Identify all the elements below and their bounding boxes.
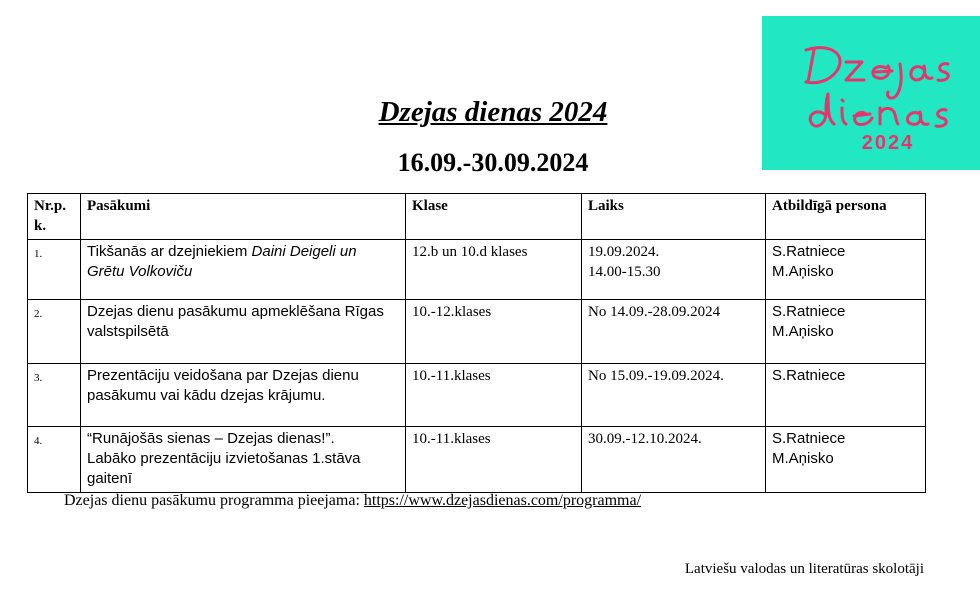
- person-name: M.Aņisko: [772, 323, 834, 340]
- class-cell: 12.b un 10.d klases: [406, 240, 582, 300]
- event-cell: [81, 364, 406, 427]
- table-row: [28, 364, 926, 427]
- event-cell: [81, 300, 406, 364]
- date-range: 16.09.-30.09.2024: [397, 148, 589, 177]
- page-title: Dzejas dienas 2024: [378, 96, 608, 128]
- person-cell: [766, 240, 926, 300]
- logo-year: 2024: [861, 132, 915, 154]
- event-text: Dzejas dienu pasākumu apmeklēšana Rīgas: [87, 303, 384, 320]
- time-cell: No 14.09.-28.09.2024: [582, 300, 766, 364]
- header-number: Nr.p. k.: [28, 194, 81, 240]
- program-link[interactable]: https://www.dzejasdienas.com/programma/: [363, 492, 642, 509]
- table-row: [28, 427, 926, 493]
- table-row: [28, 240, 926, 300]
- person-name: M.Aņisko: [772, 263, 834, 280]
- class-cell: 10.-12.klases: [406, 300, 582, 364]
- person-cell: [766, 364, 926, 427]
- event-text: Labāko prezentāciju izvietošanas 1.stāva: [87, 450, 361, 467]
- person-name: S.Ratniece: [772, 367, 846, 384]
- row-number: 4.: [28, 427, 81, 493]
- dzejas-dienas-logo: [762, 16, 980, 170]
- class-cell: 10.-11.klases: [406, 364, 582, 427]
- row-number: 2.: [28, 300, 81, 364]
- logo-artwork: [762, 16, 980, 170]
- header-events: Pasākumi: [81, 194, 406, 240]
- event-text: gaitenī: [87, 470, 133, 487]
- header-class: Klase: [406, 194, 582, 240]
- events-table: [27, 193, 926, 493]
- table-header-row: [28, 194, 926, 240]
- row-number: 3.: [28, 364, 81, 427]
- person-name: S.Ratniece: [772, 430, 846, 447]
- event-text: “Runājošās sienas – Dzejas dienas!”.: [87, 430, 335, 447]
- program-note: [64, 492, 641, 510]
- header-responsible: Atbildīgā persona: [766, 194, 926, 240]
- time-line: 14.00-15.30: [588, 264, 661, 280]
- person-cell: [766, 427, 926, 493]
- event-text: valstspilsētā: [87, 323, 169, 340]
- event-text: Tikšanās ar dzejniekiem: [87, 243, 252, 260]
- person-name: M.Aņisko: [772, 450, 834, 467]
- program-text: Dzejas dienu pasākumu programma pieejama:: [64, 492, 364, 509]
- time-cell: [582, 240, 766, 300]
- person-cell: [766, 300, 926, 364]
- signature: Latviešu valodas un literatūras skolotāji: [684, 561, 924, 577]
- event-text: Prezentāciju veidošana par Dzejas dienu: [87, 367, 359, 384]
- time-cell: 30.09.-12.10.2024.: [582, 427, 766, 493]
- event-cell: [81, 240, 406, 300]
- time-cell: No 15.09.-19.09.2024.: [582, 364, 766, 427]
- class-cell: 10.-11.klases: [406, 427, 582, 493]
- event-italic: Grētu Volkoviču: [87, 263, 193, 280]
- event-italic: Daini Deigeli un: [251, 243, 357, 260]
- row-number: 1.: [28, 240, 81, 300]
- person-name: S.Ratniece: [772, 243, 846, 260]
- time-line: 19.09.2024.: [588, 244, 660, 260]
- person-name: S.Ratniece: [772, 303, 846, 320]
- table-row: [28, 300, 926, 364]
- header-time: Laiks: [582, 194, 766, 240]
- event-text: pasākumu vai kādu dzejas krājumu.: [87, 387, 326, 404]
- event-cell: [81, 427, 406, 493]
